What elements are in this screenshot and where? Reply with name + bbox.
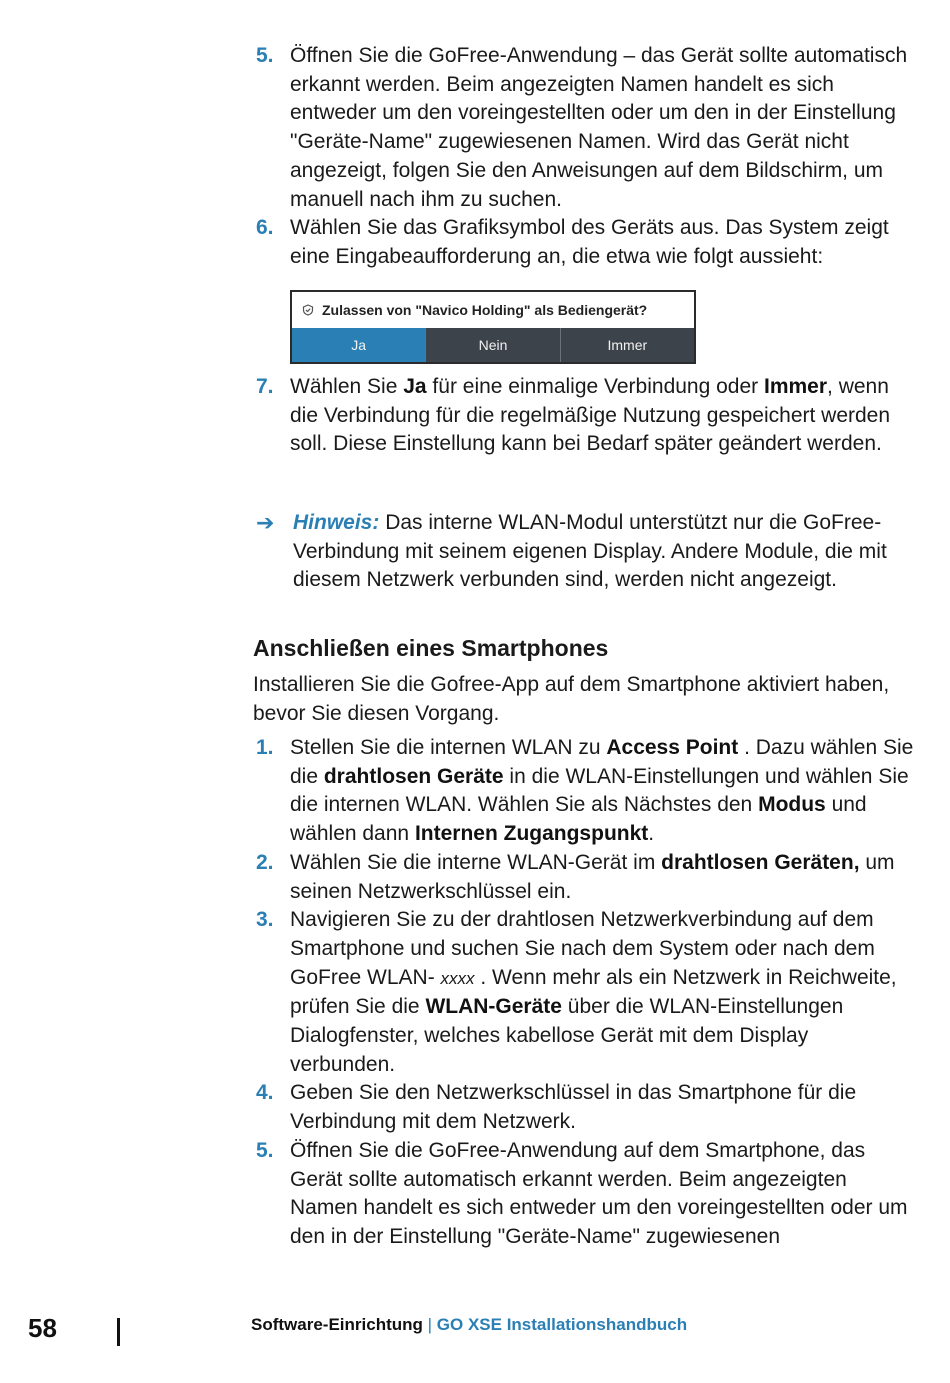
step-number: 5. — [256, 1138, 274, 1162]
step-text: Wählen Sie Ja für eine einmalige Verbindung oder Immer, wenn die Verbindung für die regelmäßige Nutzung gespeichert werden soll. Diese Einstellung kann bei Bedarf später geändert werden. — [290, 375, 891, 456]
footer-title — [251, 1315, 687, 1335]
section-intro: Installieren Sie die Gofree-App auf dem Smartphone aktiviert haben, bevor Sie diesen Vorgang. — [253, 673, 890, 725]
step-number: 2. — [256, 850, 274, 874]
no-button[interactable]: Nein — [425, 328, 559, 362]
list-item — [256, 1079, 916, 1136]
footer-section: Software-Einrichtung — [251, 1315, 423, 1334]
step-text: Geben Sie den Netzwerkschlüssel in das Smartphone für die Verbindung mit dem Netzwerk. — [290, 1081, 857, 1134]
step-text: Wählen Sie das Grafiksymbol des Geräts aus. Das System zeigt eine Eingabeaufforderung an, die etwa wie folgt aussieht: — [290, 216, 889, 268]
instruction-list-top — [256, 42, 916, 272]
dialog-buttons — [292, 328, 694, 362]
step-number: 7. — [256, 375, 274, 398]
footer-document: GO XSE Installationshandbuch — [436, 1315, 688, 1334]
list-item — [256, 734, 916, 849]
list-item — [256, 1137, 916, 1252]
step-number: 6. — [256, 216, 274, 240]
permission-dialog — [290, 290, 696, 364]
note-label: Hinweis: — [293, 511, 380, 534]
yes-button[interactable]: Ja — [292, 328, 425, 362]
section-heading: Anschließen eines Smartphones — [253, 635, 609, 661]
step-text: Stellen Sie die internen WLAN zu Access Point . Dazu wählen Sie die drahtlosen Geräte in die WLAN-Einstellungen und wählen Sie die internen WLAN. Wählen Sie als Nächstes den Modus und wählen dann Internen Zugangspunkt. — [290, 736, 914, 846]
step-text: Öffnen Sie die GoFree-Anwendung auf dem Smartphone, das Gerät sollte automatisch erkannt werden. Beim angezeigten Namen handelt es sich entweder um den voreingestellten oder um den in der Einstellung "Geräte-Name" zugewiesenen — [290, 1138, 908, 1248]
step-number: 1. — [256, 736, 274, 759]
instruction-list-bottom — [256, 734, 916, 1252]
step-number: 5. — [256, 44, 274, 67]
step-text: Öffnen Sie die GoFree-Anwendung – das Gerät sollte automatisch erkannt werden. Beim angezeigten Namen handelt es sich entweder um den voreingestellten oder um den in der Einstellung "Geräte-Name" zugewiesenen Namen. Wird das Gerät nicht angezeigt, folgen Sie den Anweisungen auf dem Bildschirm, um manuell nach ihm zu suchen. — [290, 44, 908, 211]
list-item — [256, 373, 916, 459]
step-text: Navigieren Sie zu der drahtlosen Netzwerkverbindung auf dem Smartphone und suchen Sie nach dem System oder nach dem GoFree WLAN- xxxx . Wenn mehr als ein Netzwerk in Reichweite, prüfen Sie die WLAN-Geräte über die WLAN-Einstellungen Dialogfenster, welches kabellose Gerät mit dem Display verbunden. — [290, 908, 897, 1076]
list-item — [256, 214, 916, 271]
list-item — [256, 42, 916, 214]
step-number: 4. — [256, 1081, 274, 1105]
step-number: 3. — [256, 908, 274, 932]
dialog-question-text: Zulassen von "Navico Holding" als Bediengerät? — [322, 302, 648, 318]
page-number: 58 — [28, 1313, 57, 1343]
arrow-right-icon: ➔ — [256, 510, 275, 535]
footer-separator: | — [422, 1315, 437, 1334]
dialog-question — [292, 292, 694, 328]
footer-divider — [117, 1318, 120, 1346]
shield-icon — [302, 304, 314, 316]
step-text: Wählen Sie die interne WLAN-Gerät im drahtlosen Geräten, um seinen Netzwerkschlüssel ein. — [290, 850, 895, 903]
list-item — [256, 906, 916, 1079]
note-text: Das interne WLAN-Modul unterstützt nur die GoFree-Verbindung mit seinem eigenen Display. Andere Module, die mit diesem Netzwerk verbunden sind, werden nicht angezeigt. — [293, 511, 887, 592]
list-item — [256, 849, 916, 906]
always-button[interactable]: Immer — [560, 328, 694, 362]
note-box — [256, 509, 916, 595]
instruction-list-mid — [256, 373, 916, 459]
